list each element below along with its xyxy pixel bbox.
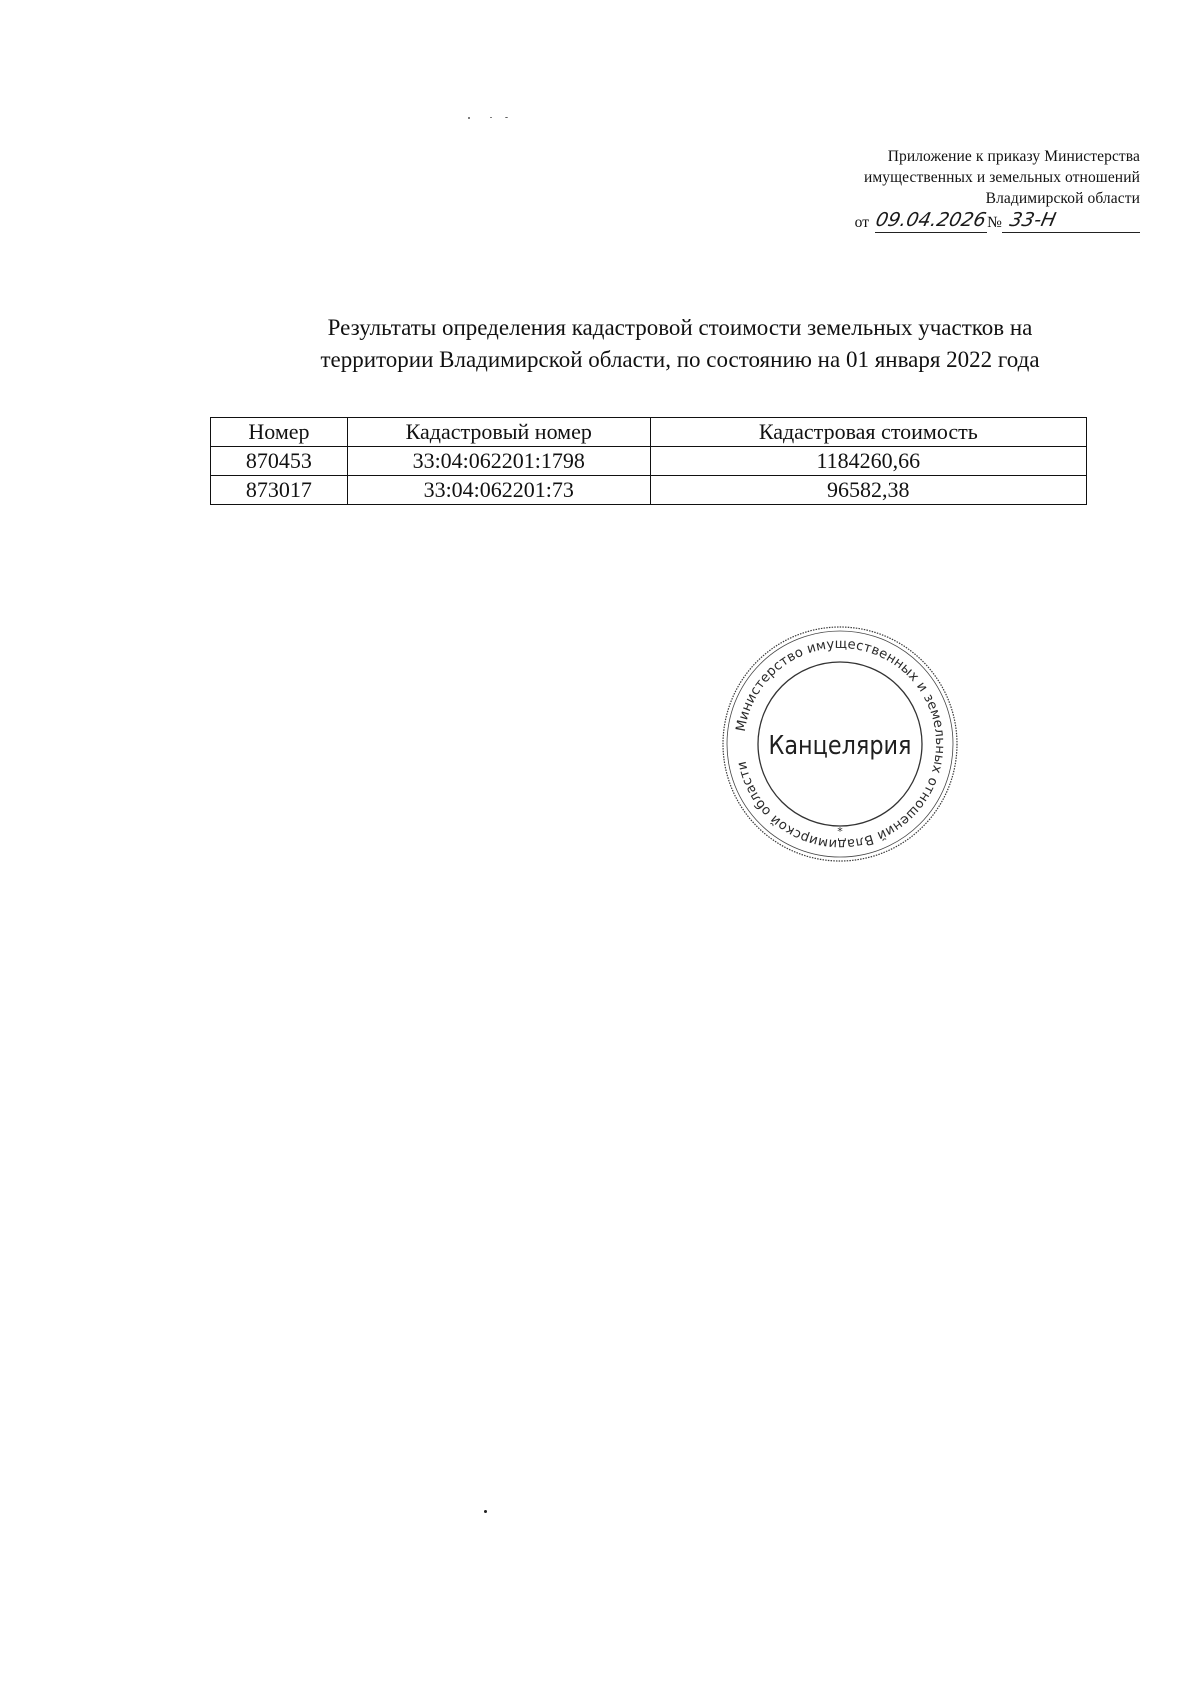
cell-cadastral-number: 33:04:062201:73: [347, 476, 650, 505]
handwritten-number: 33-Н: [1007, 209, 1059, 231]
cell-number: 870453: [211, 447, 348, 476]
number-field: [1002, 210, 1140, 233]
document-title: [200, 312, 1160, 376]
results-table: [210, 417, 1087, 505]
handwritten-date: 09.04.2026: [873, 209, 989, 231]
stamp-center-text: Канцелярия: [768, 729, 912, 761]
office-stamp: [720, 624, 960, 864]
date-field: [875, 210, 987, 233]
scan-speck: [484, 1510, 487, 1513]
scan-speck: [468, 117, 470, 119]
table-header-row: [211, 418, 1087, 447]
header-number: Номер: [211, 418, 348, 447]
stamp-star: *: [837, 825, 843, 838]
table-row: [211, 476, 1087, 505]
appendix-dateline: [855, 209, 1140, 233]
cell-cadastral-value: 1184260,66: [650, 447, 1086, 476]
table-row: [211, 447, 1087, 476]
cell-cadastral-number: 33:04:062201:1798: [347, 447, 650, 476]
header-cadastral-value: Кадастровая стоимость: [650, 418, 1086, 447]
scan-speck: [490, 117, 492, 118]
date-prefix: от: [854, 214, 870, 231]
scan-speck: [505, 117, 508, 118]
header-cadastral-number: Кадастровый номер: [347, 418, 650, 447]
number-prefix: №: [987, 214, 1002, 231]
appendix-line-2: имущественных и земельных отношений: [863, 169, 1140, 186]
appendix-header: [855, 146, 1140, 233]
stamp-ring-textpath: Министерство имущественных и земельных отношений Владимирской области: [733, 636, 948, 852]
appendix-line-3: Владимирской области: [985, 190, 1140, 207]
cell-number: 873017: [211, 476, 348, 505]
cell-cadastral-value: 96582,38: [650, 476, 1086, 505]
title-line-1: Результаты определения кадастровой стоимости земельных участков на: [327, 315, 1033, 340]
title-line-2: территории Владимирской области, по состоянию на 01 января 2022 года: [320, 347, 1040, 372]
appendix-line-1: Приложение к приказу Министерства: [887, 148, 1140, 165]
